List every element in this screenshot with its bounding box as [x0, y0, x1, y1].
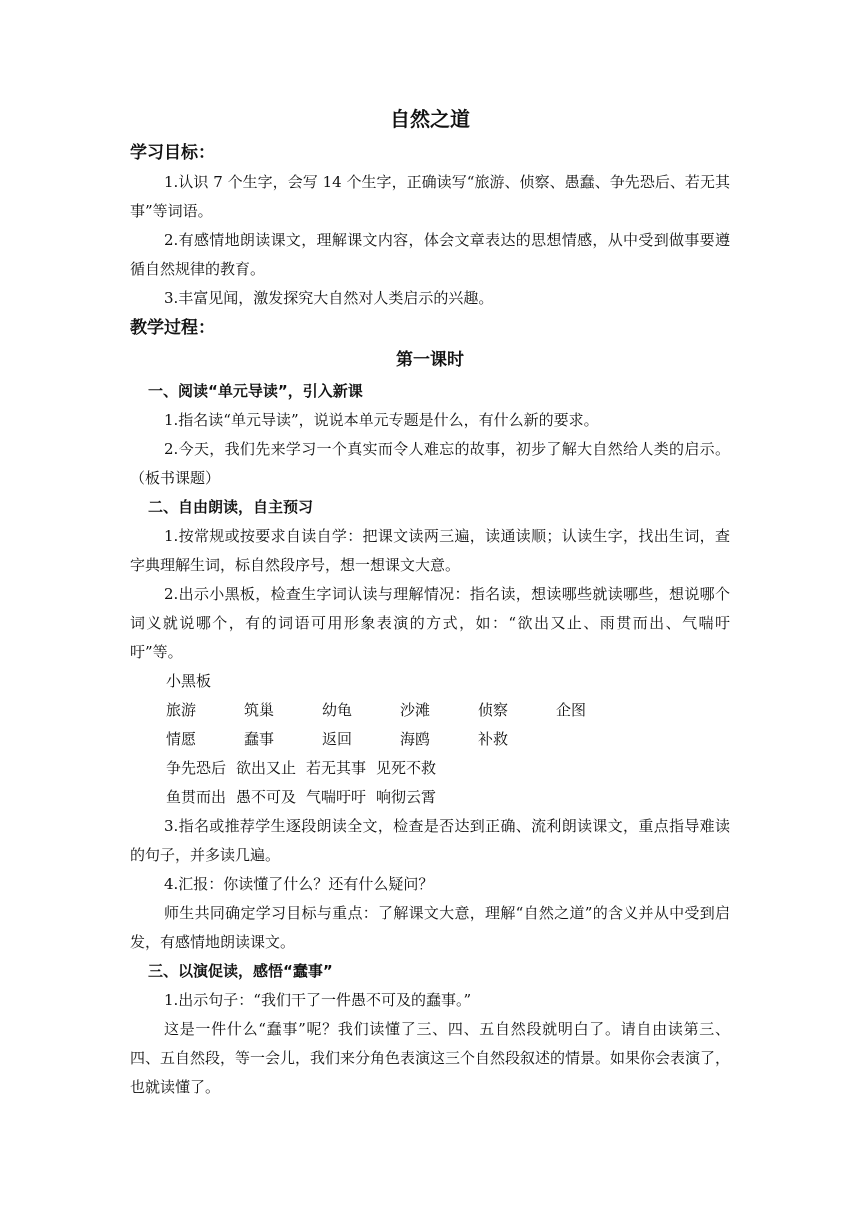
word: 鱼贯而出 [166, 788, 227, 806]
section-2-para-2: 2.出示小黑板，检查生字词认读与理解情况：指名读，想读哪些就读哪些，想说哪个词义就说哪个，有的词语可用形象表演的方式，如：“欲出又止、雨贯而出、气喘吁吁”等。 [130, 585, 730, 661]
word: 沙滩 [400, 701, 431, 719]
document-page [130, 100, 730, 1102]
objective-2: 2.有感情地朗读课文，理解课文内容，体会文章表达的思想情感，从中受到做事要遵循自然规律的教育。 [130, 231, 730, 278]
word: 愚不可及 [236, 788, 297, 806]
objective-3: 3.丰富见闻，激发探究大自然对人类启示的兴趣。 [164, 289, 494, 307]
word: 幼龟 [322, 701, 353, 719]
section-2-para-3: 3.指名或推荐学生逐段朗读全文，检查是否达到正确、流利朗读课文，重点指导难读的句子，并多读几遍。 [130, 817, 730, 864]
word: 争先恐后 [166, 759, 227, 777]
section-2-para-4: 4.汇报：你读懂了什么？还有什么疑问？ [164, 875, 434, 893]
word-row-2 [130, 725, 730, 754]
lesson-title: 第一课时 [396, 350, 464, 370]
section-3-para-1: 1.出示句子：“我们干了一件愚不可及的蠢事。” [164, 991, 472, 1009]
word: 情愿 [166, 730, 197, 748]
section-1-para-2: 2.今天，我们先来学习一个真实而令人难忘的故事，初步了解大自然给人类的启示。（板书课题） [130, 440, 730, 487]
word-row-4 [130, 783, 730, 812]
word: 若无其事 [306, 759, 367, 777]
objective-1: 1.认识 7 个生字，会写 14 个生字，正确读写“旅游、侦察、愚蠢、争先恐后、若无其事”等词语。 [130, 173, 730, 220]
section-3-para-2: 这是一件什么“蠢事”呢？我们读懂了三、四、五自然段就明白了。请自由读第三、四、五自然段，等一会儿，我们来分角色表演这三个自然段叙述的情景。如果你会表演了，也就读懂了。 [130, 1020, 731, 1096]
word: 筑巢 [244, 701, 275, 719]
word: 气喘吁吁 [306, 788, 367, 806]
process-heading: 教学过程： [130, 318, 215, 338]
word: 见死不救 [376, 759, 437, 777]
section-2-para-5: 师生共同确定学习目标与重点：了解课文大意，理解“自然之道”的含义并从中受到启发，有感情地朗读课文。 [130, 904, 730, 951]
document-title: 自然之道 [390, 107, 470, 131]
word-row-1 [130, 696, 730, 725]
word-row-3 [130, 754, 730, 783]
word: 侦察 [478, 701, 509, 719]
word: 补救 [478, 730, 509, 748]
section-1-heading: 一、阅读“单元导读”，引入新课 [148, 382, 363, 400]
blackboard-title: 小黑板 [166, 672, 212, 690]
word: 返回 [322, 730, 353, 748]
word: 旅游 [166, 701, 197, 719]
word: 欲出又止 [236, 759, 297, 777]
section-3-heading: 三、以演促读，感悟“蠢事” [148, 962, 333, 980]
objectives-heading: 学习目标： [130, 143, 215, 163]
word: 海鸥 [400, 730, 431, 748]
word: 蠢事 [244, 730, 275, 748]
word: 响彻云霄 [376, 788, 437, 806]
section-1-para-1: 1.指名读“单元导读”，说说本单元专题是什么，有什么新的要求。 [164, 411, 599, 429]
section-2-heading: 二、自由朗读，自主预习 [148, 498, 314, 516]
word: 企图 [556, 701, 587, 719]
section-2-para-1: 1.按常规或按要求自读自学：把课文读两三遍，读通读顺；认读生字，找出生词，查字典理解生词，标自然段序号，想一想课文大意。 [130, 527, 730, 574]
